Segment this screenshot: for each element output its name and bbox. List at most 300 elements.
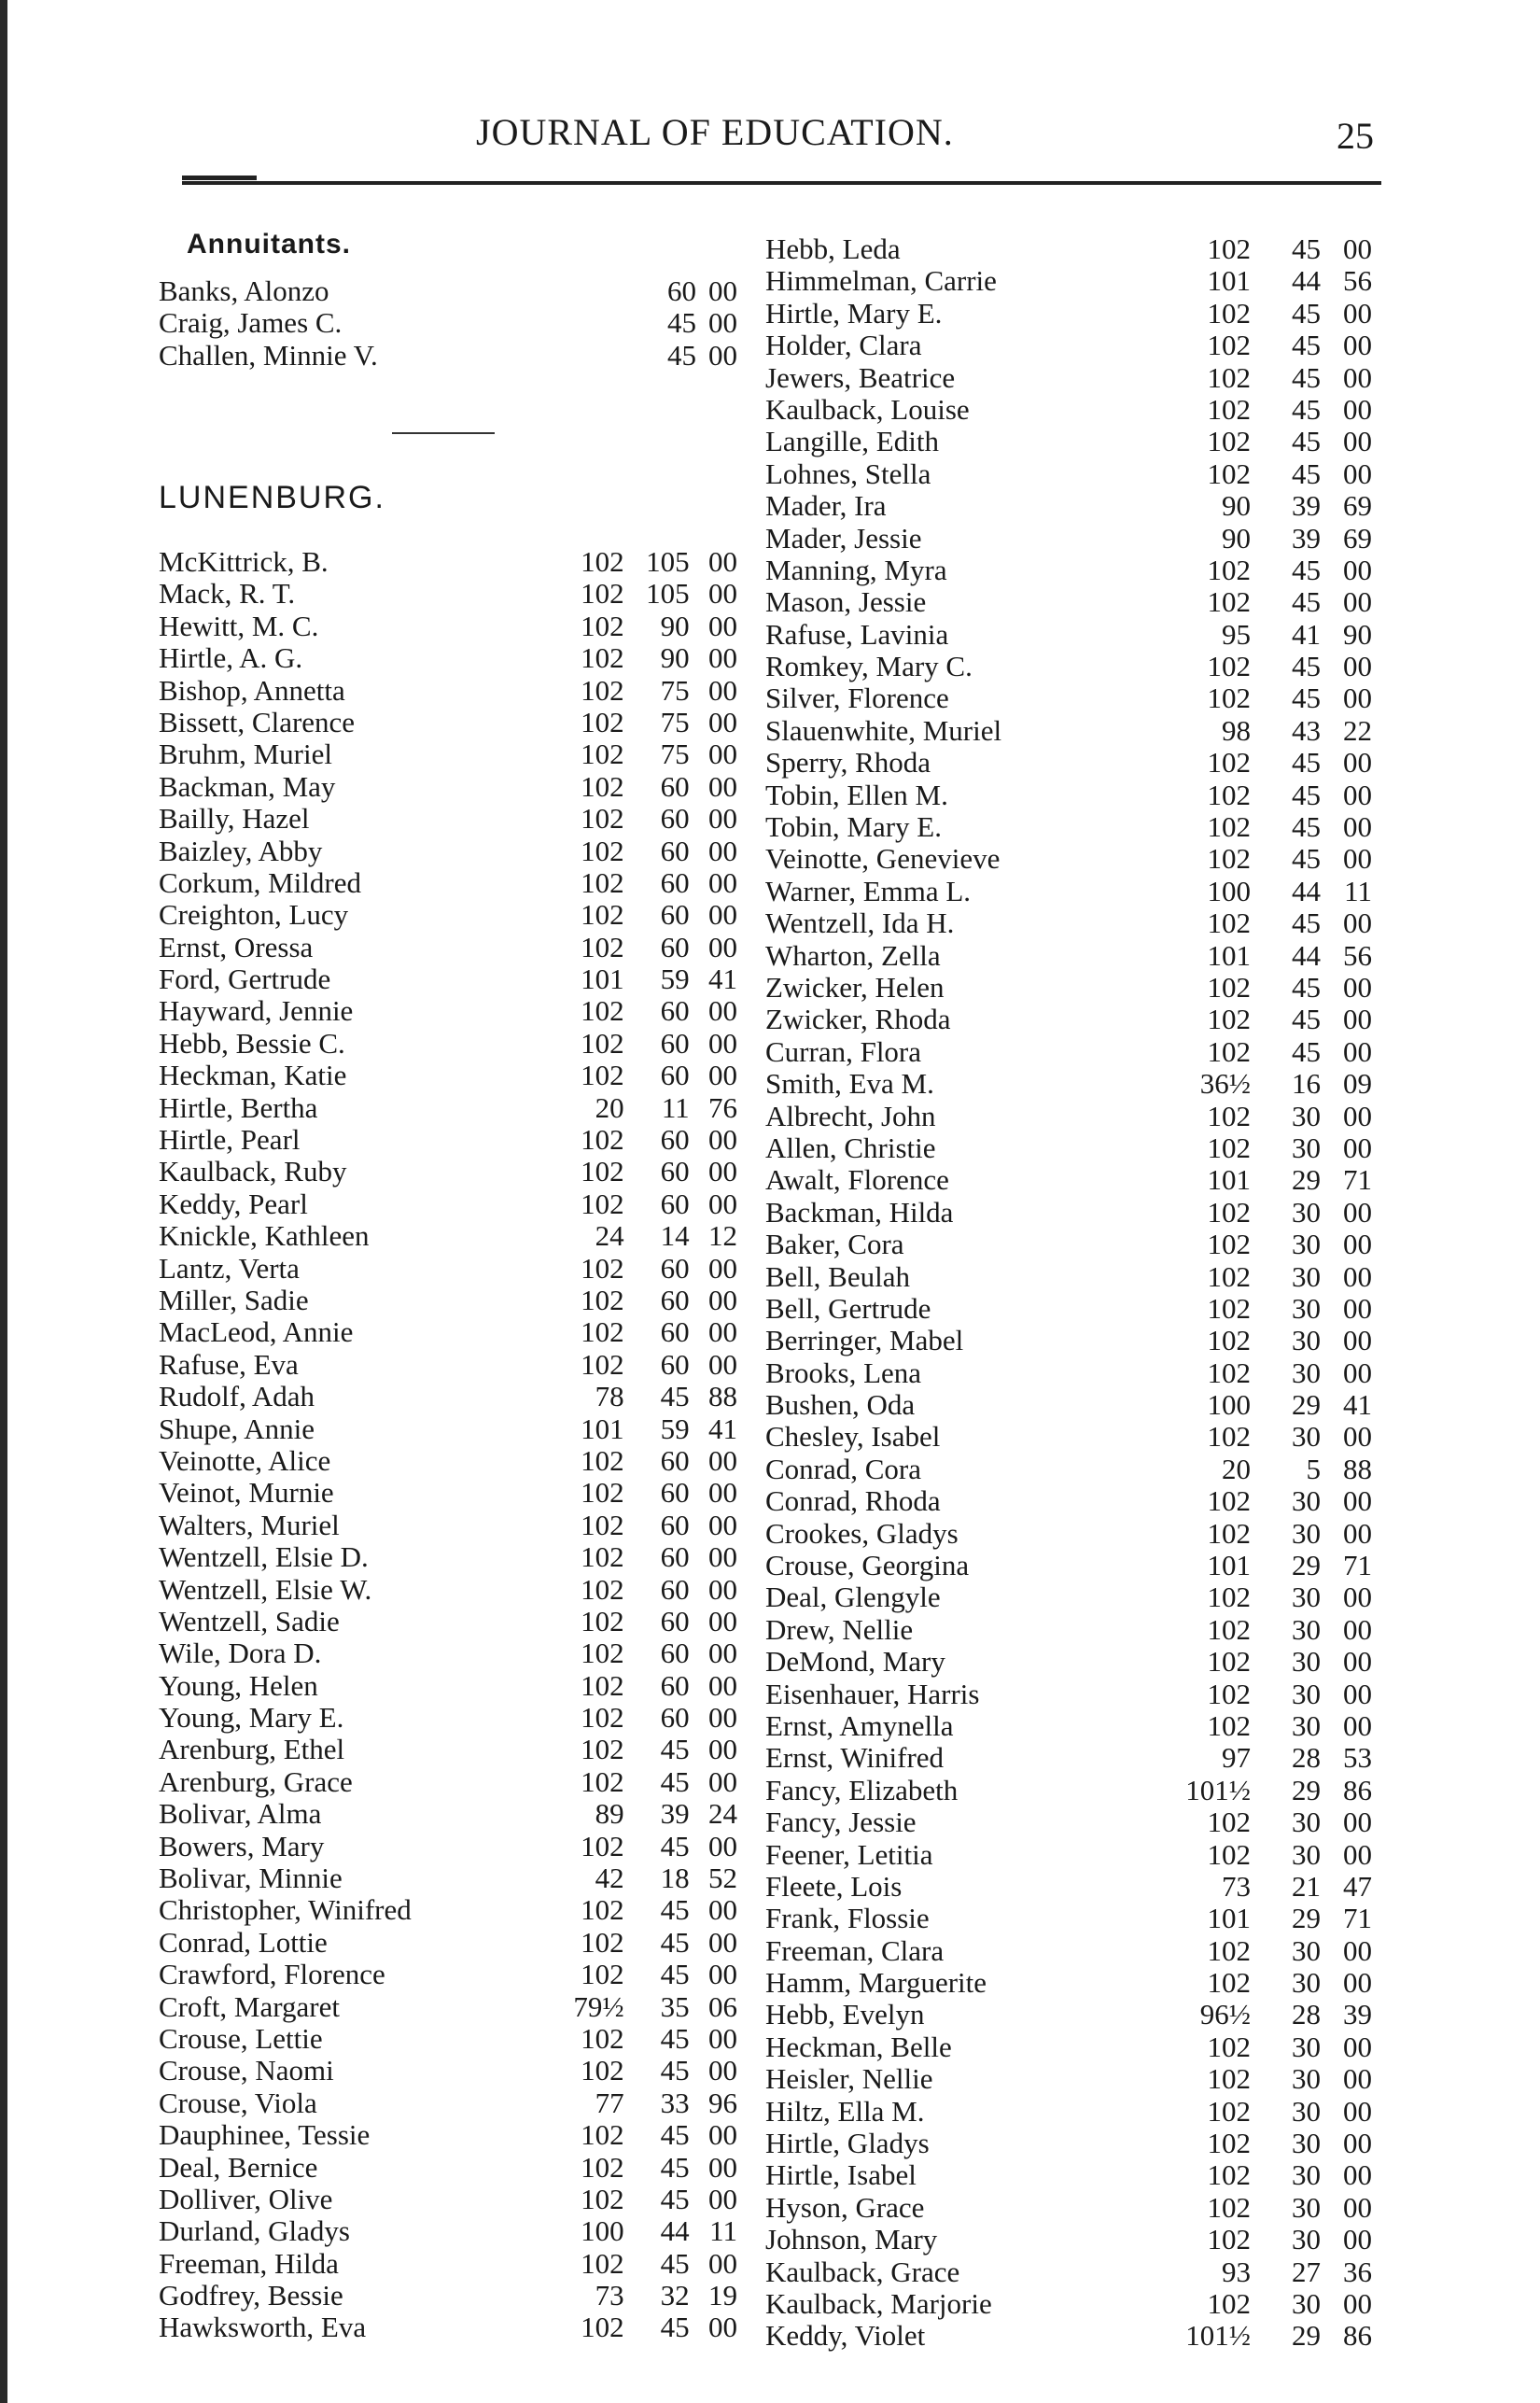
- row-dollars: 45: [1292, 457, 1321, 490]
- row-name: Wile, Dora D.: [159, 1637, 322, 1670]
- row-cents: 00: [708, 577, 737, 611]
- right-column-list: [765, 233, 1381, 2353]
- row-dollars: 60: [660, 1123, 690, 1157]
- row-name: Bolivar, Minnie: [159, 1862, 343, 1895]
- row-days: 101: [1207, 1549, 1251, 1582]
- table-row: [159, 1510, 737, 1541]
- row-days: 102: [581, 1733, 624, 1766]
- table-row: [765, 1325, 1381, 1356]
- row-name: Brooks, Lena: [765, 1356, 922, 1389]
- row-name: Corkum, Mildred: [159, 865, 361, 899]
- row-name: Curran, Flora: [765, 1034, 922, 1068]
- row-dollars: 60: [660, 1315, 690, 1349]
- table-row: [159, 963, 737, 995]
- row-cents: 00: [1343, 1228, 1372, 1261]
- table-row: [765, 1036, 1381, 1068]
- table-row: [765, 1999, 1381, 2031]
- table-row: [159, 836, 737, 867]
- row-name: Slauenwhite, Muriel: [765, 713, 1002, 747]
- table-row: [159, 1766, 737, 1798]
- row-cents: 00: [1343, 457, 1372, 490]
- row-dollars: 75: [660, 673, 690, 707]
- row-days: 102: [581, 1476, 624, 1510]
- row-dollars: 60: [660, 834, 690, 867]
- table-row: [159, 2312, 737, 2343]
- row-dollars: 30: [1292, 2223, 1321, 2256]
- row-days: 102: [1207, 970, 1251, 1004]
- row-cents: 11: [709, 2214, 737, 2248]
- row-days: 102: [1207, 2062, 1251, 2096]
- table-row: [159, 275, 737, 307]
- table-row: [765, 426, 1381, 457]
- row-name: Crawford, Florence: [159, 1958, 385, 1991]
- row-name: Rafuse, Eva: [159, 1347, 299, 1381]
- page-number: 25: [1337, 115, 1374, 157]
- row-cents: 00: [708, 1123, 737, 1157]
- row-days: 102: [1207, 1677, 1251, 1710]
- row-dollars: 28: [1292, 1741, 1321, 1775]
- row-cents: 00: [708, 1701, 737, 1735]
- row-name: Hirtle, Gladys: [765, 2127, 930, 2160]
- table-row: [159, 1927, 737, 1959]
- row-dollars: 29: [1292, 1773, 1321, 1806]
- row-dollars: 59: [660, 1412, 690, 1445]
- row-dollars: 60: [660, 802, 690, 836]
- row-name: Manning, Myra: [765, 553, 947, 586]
- row-dollars: 30: [1292, 1837, 1321, 1871]
- row-days: 102: [1207, 682, 1251, 715]
- row-name: Jewers, Beatrice: [765, 360, 956, 394]
- row-name: Bishop, Annetta: [159, 673, 345, 707]
- row-name: Kaulback, Ruby: [159, 1155, 347, 1188]
- row-cents: 00: [1343, 1259, 1372, 1293]
- row-name: Ernst, Winifred: [765, 1741, 945, 1775]
- row-days: 20: [595, 1090, 624, 1124]
- row-dollars: 45: [1292, 650, 1321, 683]
- table-row: [159, 1734, 737, 1765]
- table-row: [765, 298, 1381, 330]
- row-cents: 00: [708, 338, 737, 372]
- row-days: 102: [1207, 1837, 1251, 1871]
- table-row: [159, 1574, 737, 1606]
- row-name: Warner, Emma L.: [765, 874, 972, 907]
- row-cents: 00: [1343, 329, 1372, 362]
- table-row: [159, 2280, 737, 2312]
- row-days: 102: [581, 673, 624, 707]
- table-row: [765, 233, 1381, 265]
- row-name: Lohnes, Stella: [765, 457, 931, 490]
- row-cents: 00: [708, 1476, 737, 1510]
- table-row: [765, 2256, 1381, 2288]
- row-name: Crouse, Naomi: [159, 2054, 334, 2087]
- row-cents: 00: [708, 1572, 737, 1606]
- table-row: [765, 1935, 1381, 1967]
- row-name: Rafuse, Lavinia: [765, 617, 949, 651]
- row-name: Bell, Gertrude: [765, 1291, 931, 1325]
- row-dollars: 45: [1292, 425, 1321, 458]
- row-days: 102: [1207, 906, 1251, 940]
- row-cents: 00: [1343, 2223, 1372, 2256]
- table-row: [765, 715, 1381, 747]
- table-row: [765, 972, 1381, 1004]
- row-cents: 36: [1343, 2255, 1372, 2288]
- row-days: 102: [1207, 1228, 1251, 1261]
- row-dollars: 14: [660, 1219, 690, 1253]
- table-row: [159, 1894, 737, 1926]
- row-name: Wentzell, Ida H.: [765, 906, 955, 940]
- row-name: Hewitt, M. C.: [159, 609, 319, 642]
- row-cents: 00: [1343, 2127, 1372, 2160]
- row-dollars: 5: [1306, 1452, 1321, 1485]
- row-days: 102: [1207, 553, 1251, 586]
- row-cents: 00: [708, 1668, 737, 1702]
- row-name: Bushen, Oda: [765, 1388, 916, 1422]
- row-days: 102: [581, 1668, 624, 1702]
- row-dollars: 30: [1292, 1708, 1321, 1742]
- row-days: 102: [581, 1026, 624, 1060]
- row-name: Drew, Nellie: [765, 1612, 914, 1646]
- lunenburg-list: [159, 546, 737, 2344]
- row-cents: 53: [1343, 1741, 1372, 1775]
- row-days: 102: [581, 2311, 624, 2344]
- row-dollars: 30: [1292, 1933, 1321, 1967]
- row-cents: 00: [708, 1059, 737, 1092]
- row-dollars: 60: [660, 1508, 690, 1541]
- row-cents: 00: [1343, 1677, 1372, 1710]
- row-days: 102: [581, 1155, 624, 1188]
- row-days: 102: [1207, 1612, 1251, 1646]
- row-dollars: 60: [660, 769, 690, 803]
- table-row: [765, 811, 1381, 843]
- row-cents: 00: [1343, 970, 1372, 1004]
- row-cents: 00: [708, 1251, 737, 1285]
- row-days: 102: [581, 545, 624, 578]
- row-cents: 12: [708, 1219, 737, 1253]
- row-days: 102: [581, 1315, 624, 1349]
- row-name: Heckman, Katie: [159, 1059, 347, 1092]
- row-dollars: 30: [1292, 1324, 1321, 1357]
- row-dollars: 45: [1292, 1034, 1321, 1068]
- row-name: Langille, Edith: [765, 425, 939, 458]
- row-cents: 00: [1343, 778, 1372, 811]
- row-name: Heisler, Nellie: [765, 2062, 933, 2096]
- row-name: Freeman, Hilda: [159, 2246, 339, 2280]
- row-days: 102: [581, 2182, 624, 2215]
- row-name: Kaulback, Marjorie: [765, 2287, 992, 2320]
- table-row: [765, 876, 1381, 907]
- table-row: [159, 675, 737, 707]
- row-dollars: 35: [660, 1989, 690, 2023]
- annuitants-list: [159, 275, 737, 372]
- table-row: [765, 1068, 1381, 1100]
- row-dollars: 45: [660, 1958, 690, 1991]
- row-dollars: 30: [1292, 1420, 1321, 1454]
- row-dollars: 60: [660, 1155, 690, 1188]
- row-name: Deal, Glengyle: [765, 1581, 941, 1614]
- table-row: [765, 1967, 1381, 1999]
- row-name: Young, Helen: [159, 1668, 318, 1702]
- row-dollars: 45: [660, 1893, 690, 1927]
- table-row: [765, 1710, 1381, 1742]
- row-name: Heckman, Belle: [765, 2030, 952, 2063]
- row-name: Hebb, Leda: [765, 232, 901, 265]
- table-row: [765, 940, 1381, 972]
- table-row: [159, 1253, 737, 1285]
- row-days: 102: [1207, 1484, 1251, 1518]
- row-name: Chesley, Isabel: [765, 1420, 941, 1454]
- row-cents: 41: [1343, 1388, 1372, 1422]
- row-days: 102: [581, 769, 624, 803]
- row-name: Christopher, Winifred: [159, 1893, 412, 1927]
- row-days: 102: [581, 834, 624, 867]
- row-name: Smith, Eva M.: [765, 1067, 934, 1101]
- row-cents: 00: [708, 1187, 737, 1220]
- row-name: Miller, Sadie: [159, 1283, 309, 1316]
- table-row: [159, 1477, 737, 1509]
- row-cents: 00: [708, 769, 737, 803]
- row-name: Conrad, Rhoda: [765, 1484, 941, 1518]
- table-row: [159, 867, 737, 899]
- row-cents: 00: [708, 1155, 737, 1188]
- row-days: 90: [1222, 489, 1251, 523]
- row-name: Hebb, Evelyn: [765, 1998, 925, 2031]
- row-days: 102: [1207, 2094, 1251, 2128]
- row-days: 102: [581, 1251, 624, 1285]
- row-days: 102: [581, 1958, 624, 1991]
- row-days: 93: [1222, 2255, 1251, 2288]
- row-cents: 56: [1343, 264, 1372, 298]
- table-row: [765, 1357, 1381, 1389]
- row-dollars: 30: [1292, 2158, 1321, 2192]
- table-row: [765, 1871, 1381, 1903]
- row-name: Feener, Letitia: [765, 1837, 933, 1871]
- row-days: 97: [1222, 1741, 1251, 1775]
- row-dollars: 45: [660, 2118, 690, 2152]
- row-name: Shupe, Annie: [159, 1412, 315, 1445]
- row-name: Hawksworth, Eva: [159, 2311, 367, 2344]
- row-cents: 86: [1343, 1773, 1372, 1806]
- row-days: 100: [1207, 874, 1251, 907]
- row-dollars: 29: [1292, 1902, 1321, 1935]
- table-row: [159, 1445, 737, 1477]
- row-dollars: 39: [1292, 489, 1321, 523]
- table-row: [765, 362, 1381, 394]
- row-dollars: 43: [1292, 713, 1321, 747]
- table-row: [765, 651, 1381, 682]
- row-cents: 00: [708, 673, 737, 707]
- row-days: 101: [1207, 1902, 1251, 1935]
- row-dollars: 45: [660, 1733, 690, 1766]
- row-name: Hirtle, A. G.: [159, 641, 303, 675]
- row-days: 102: [1207, 842, 1251, 876]
- table-row: [159, 1285, 737, 1316]
- row-name: Crouse, Lettie: [159, 2021, 323, 2055]
- row-dollars: 29: [1292, 1549, 1321, 1582]
- row-days: 102: [1207, 1516, 1251, 1550]
- row-days: 102: [1207, 457, 1251, 490]
- row-days: 101: [1207, 264, 1251, 298]
- row-cents: 00: [1343, 425, 1372, 458]
- row-dollars: 60: [660, 1604, 690, 1637]
- row-days: 102: [581, 1123, 624, 1157]
- row-name: Arenburg, Ethel: [159, 1733, 345, 1766]
- row-days: 36½: [1199, 1067, 1251, 1101]
- table-row: [159, 1413, 737, 1445]
- row-cents: 96: [708, 2086, 737, 2119]
- row-cents: 00: [708, 738, 737, 771]
- row-cents: 41: [708, 963, 737, 996]
- row-name: Bowers, Mary: [159, 1829, 325, 1862]
- row-dollars: 45: [1292, 329, 1321, 362]
- row-dollars: 41: [1292, 617, 1321, 651]
- row-days: 102: [581, 1540, 624, 1574]
- row-cents: 39: [1343, 1998, 1372, 2031]
- row-name: Durland, Gladys: [159, 2214, 350, 2248]
- row-cents: 00: [1343, 2190, 1372, 2224]
- row-days: 79½: [573, 1989, 624, 2023]
- row-name: Dolliver, Olive: [159, 2182, 333, 2215]
- row-days: 102: [1207, 746, 1251, 780]
- row-days: 101: [1207, 1163, 1251, 1197]
- row-days: 96½: [1199, 1998, 1251, 2031]
- table-row: [765, 1197, 1381, 1229]
- row-days: 102: [1207, 392, 1251, 426]
- row-cents: 00: [708, 609, 737, 642]
- row-dollars: 45: [1292, 810, 1321, 844]
- row-dollars: 60: [660, 1476, 690, 1510]
- row-name: Backman, May: [159, 769, 336, 803]
- row-dollars: 60: [660, 994, 690, 1028]
- table-row: [765, 1389, 1381, 1421]
- row-dollars: 30: [1292, 1131, 1321, 1164]
- table-row: [159, 2215, 737, 2247]
- row-dollars: 29: [1292, 1388, 1321, 1422]
- row-name: Mason, Jessie: [765, 585, 927, 619]
- row-name: Croft, Margaret: [159, 1989, 340, 2023]
- table-row: [765, 619, 1381, 651]
- row-days: 102: [581, 1347, 624, 1381]
- table-row: [159, 2152, 737, 2184]
- row-days: 101½: [1185, 1773, 1251, 1806]
- row-dollars: 16: [1292, 1067, 1321, 1101]
- row-dollars: 75: [660, 738, 690, 771]
- row-name: Ford, Gertrude: [159, 963, 331, 996]
- table-row: [765, 1164, 1381, 1196]
- row-days: 100: [581, 2214, 624, 2248]
- row-name: Sperry, Rhoda: [765, 746, 931, 780]
- table-row: [765, 265, 1381, 297]
- row-cents: 52: [708, 1862, 737, 1895]
- row-cents: 00: [1343, 1581, 1372, 1614]
- row-days: 102: [581, 1508, 624, 1541]
- row-cents: 00: [1343, 1966, 1372, 2000]
- row-cents: 00: [1343, 810, 1372, 844]
- row-days: 90: [1222, 521, 1251, 555]
- row-cents: 00: [708, 1764, 737, 1798]
- row-days: 102: [1207, 1356, 1251, 1389]
- row-cents: 00: [708, 2021, 737, 2055]
- row-days: 24: [595, 1219, 624, 1253]
- table-row: [765, 1646, 1381, 1678]
- row-name: Hirtle, Pearl: [159, 1123, 301, 1157]
- row-dollars: 30: [1292, 2062, 1321, 2096]
- row-cents: 88: [1343, 1452, 1372, 1485]
- row-days: 101½: [1185, 2319, 1251, 2353]
- row-cents: 00: [708, 705, 737, 738]
- row-dollars: 60: [660, 865, 690, 899]
- row-cents: 00: [708, 2150, 737, 2184]
- annuitants-heading: Annuitants.: [187, 229, 351, 260]
- row-cents: 22: [1343, 713, 1372, 747]
- row-days: 77: [595, 2086, 624, 2119]
- row-cents: 00: [708, 1893, 737, 1927]
- row-days: 95: [1222, 617, 1251, 651]
- row-name: Backman, Hilda: [765, 1195, 954, 1229]
- row-cents: 00: [1343, 553, 1372, 586]
- table-row: [765, 1454, 1381, 1485]
- row-name: Arenburg, Grace: [159, 1764, 353, 1798]
- row-name: Veinotte, Genevieve: [765, 842, 1001, 876]
- table-row: [159, 707, 737, 738]
- row-dollars: 44: [1292, 874, 1321, 907]
- row-name: Hebb, Bessie C.: [159, 1026, 345, 1060]
- table-row: [159, 1156, 737, 1187]
- row-cents: 71: [1343, 1549, 1372, 1582]
- table-row: [765, 1775, 1381, 1806]
- table-row: [159, 771, 737, 803]
- row-dollars: 105: [646, 577, 690, 611]
- row-cents: 00: [1343, 650, 1372, 683]
- table-row: [765, 523, 1381, 555]
- row-name: Wentzell, Sadie: [159, 1604, 340, 1637]
- row-days: 102: [581, 2150, 624, 2184]
- table-row: [765, 330, 1381, 361]
- row-name: Frank, Flossie: [765, 1902, 930, 1935]
- row-cents: 00: [1343, 1324, 1372, 1357]
- row-dollars: 30: [1292, 2030, 1321, 2063]
- row-dollars: 60: [660, 1668, 690, 1702]
- row-dollars: 45: [667, 338, 696, 372]
- row-name: DeMond, Mary: [765, 1645, 945, 1679]
- table-row: [159, 1541, 737, 1573]
- row-cents: 00: [1343, 2287, 1372, 2320]
- row-name: Tobin, Ellen M.: [765, 778, 948, 811]
- row-cents: 00: [1343, 2030, 1372, 2063]
- row-cents: 00: [1343, 1131, 1372, 1164]
- row-cents: 00: [1343, 682, 1372, 715]
- row-name: Eisenhauer, Harris: [765, 1677, 980, 1710]
- row-dollars: 45: [1292, 553, 1321, 586]
- row-days: 102: [581, 1059, 624, 1092]
- row-cents: 00: [1343, 906, 1372, 940]
- table-row: [159, 578, 737, 610]
- table-row: [765, 1293, 1381, 1325]
- row-cents: 00: [708, 1540, 737, 1574]
- row-dollars: 33: [660, 2086, 690, 2119]
- row-cents: 00: [1343, 1356, 1372, 1389]
- row-days: 102: [1207, 1645, 1251, 1679]
- row-days: 89: [595, 1797, 624, 1831]
- table-row: [765, 682, 1381, 714]
- row-name: Hamm, Marguerite: [765, 1966, 987, 2000]
- row-cents: 00: [708, 2246, 737, 2280]
- row-name: Ernst, Oressa: [159, 930, 314, 963]
- row-cents: 76: [708, 1090, 737, 1124]
- table-row: [765, 458, 1381, 490]
- row-name: Himmelman, Carrie: [765, 264, 997, 298]
- row-name: Awalt, Florence: [765, 1163, 949, 1197]
- table-row: [765, 780, 1381, 811]
